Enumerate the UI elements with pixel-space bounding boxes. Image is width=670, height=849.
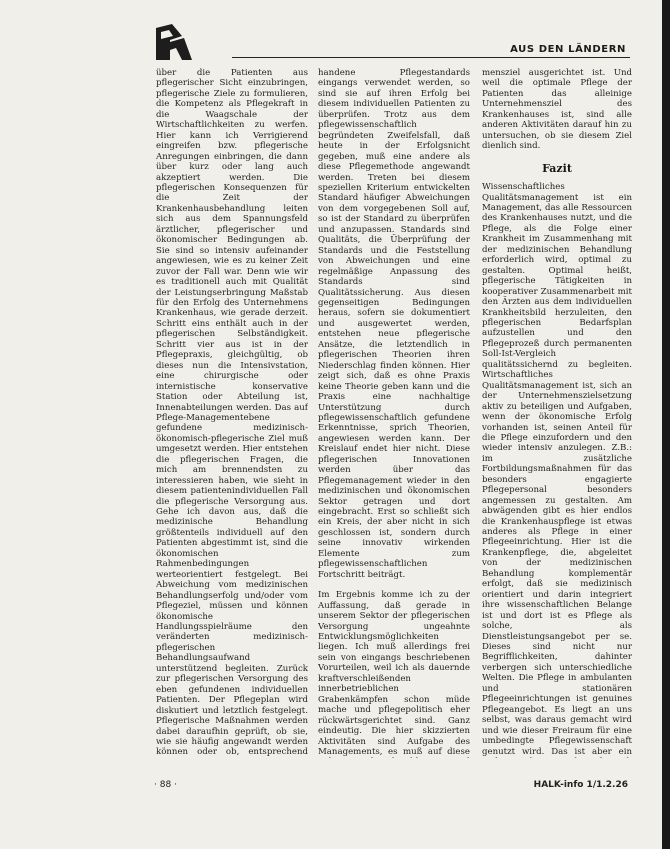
- column1-paragraph: über die Patienten aus pflegerischer Sicht einzubringen, pflegerische Ziele zu formulieren, die Kompetenz als Pflegekraft in die Waagschale der Wirtschaftlichkeiten zu werfen. Hier kann ich Verrigierend eingreifen bzw. pflegerische Anregungen einbringen, die dann über kurz oder lang auch akzeptiert werden. Die pflegerischen Konsequenzen für die Zeit der Krankenhausbehandlung leiten sich aus dem Spannungsfeld ärztlicher, pflegerischer und ökonomischer Bedingungen ab. Sie sind so intensiv aufeinander angewiesen, wie es zu keiner Zeit zuvor der Fall war. Denn wie wir es traditionell auch mit Qualität der Leistungserbringung Maßstab für den Erfolg des Unternehmens Krankenhaus, wie gerade derzeit. Schritt eins enthält auch in der pflegerischen Selbständigkeit. Schritt vier aus ist in der Pflegepraxis, gleichgültig, ob dieses nun die Intensivstation, eine chirurgische oder internistische konservative Station oder Abteilung ist, Innenabteilungen werden. Das auf Pflege-Managementebene gefundene medizinisch-ökonomisch-pflegerische Ziel muß umgesetzt werden. Hier entstehen die pflegerischen Fragen, die mich am brennendsten zu interessieren haben, wie sieht in diesem patientenindividuellen Fall die pflegerische Versorgung aus. Gehe ich davon aus, daß die medizinische Behandlung größtenteils individuell auf den Patienten abgestimmt ist, sind die ökonomischen Rahmenbedingungen werteorientiert festgelegt. Bei Abweichung vom medizinischen Behandlungserfolg und/oder vom Pflegeziel, müssen und können ökonomische Handlungsspielräume den veränderten medizinisch-pflegerischen Behandlungsaufwand unterstützend begleiten. Zurück zur pflegerischen Versorgung des eben gefundenen individuellen Patienten. Der Pflegeplan wird diskutiert und letztlich festgelegt. Pflegerische Maßnahmen werden dabei daraufhin geprüft, ob sie, wie sie häufig angewandt werden können oder ob, entsprechend: [156, 68, 308, 758]
- column2-paragraph-2: Im Ergebnis komme ich zu der Auffassung, daß gerade in unserem Sektor der pflegerischen Versorgung ungeahnte Entwicklungsmöglichkeiten liegen. Ich muß allerdings frei sein von eingangs beschriebenen Vorurteilen, weil ich als dauernde kraftverschleißenden innerbetrieblichen Grabenkämpfen schon müde mache und pflegepolitisch eher rückwärtsgerichtet sind. Ganz eindeutig. Die hier skizzierten Aktivitäten sind Aufgabe des Managements, es muß auf diese: [318, 590, 470, 757]
- header-rule: [232, 57, 630, 58]
- page-number: · 88 ·: [154, 780, 177, 790]
- scan-edge: [662, 0, 670, 849]
- column3-paragraph-2: Wissenschaftliches Qualitätsmanagement ist ein Management, das alle Ressourcen des Krankenhauses nutzt, und die Pflege, als die Folge einer Krankheit im Zusammenhang mit der medizinischen Behandlung erforderlich wird, optimal zu gestalten. Optimal heißt, pflegerische Tätigkeiten in kooperativer Zusammenarbeit mit den Ärzten aus dem individuellen Krankheitsbild herzuleiten, den pflegerischen Bedarfsplan aufzustellen und den Pflegeprozeß durch permanenten Soll-Ist-Vergleich qualitätssichernd zu begleiten. Wirtschaftliches Qualitätsmanagement ist, sich an der Unternehmenszielsetzung aktiv zu beteiligen und Aufgaben, wenn der ökonomische Erfolg vorhanden ist, seinen Anteil für die Pflege einzufordern und den wieder intensiv anzulegen. Z.B.: im zusätzliche Fortbildungsmaßnahmen für das besonders engagierte Pflegepersonal besonders angemessen zu gestalten. Am abwägenden gibt es hier endlos die Krankenhauspflege ist etwas anderes als Pflege in einer Pflegeeinrichtung. Hier ist die Krankenpflege, die, abgeleitet von der medizinischen Behandlung komplementär erfolgt, daß sie medizinisch orientiert und darin integriert ihre wissenschaftlichen Belange ist und dort ist es Pflege als solche, als Dienstleistungsangebot per se. Dieses sind nicht nur Begrifflichkeiten, dahinter verbergen sich unterschiedliche Welten. Die Pflege in ambulanten und stationären Pflegeeinrichtungen ist genuines Pflegeangebot. Es liegt an uns selbst, was daraus gemacht wird und wie dieser Freiraum für eine umbedingte Pflegewissenschaft genutzt wird. Das ist aber ein: [482, 182, 632, 757]
- column3-paragraph-1: mensziel ausgerichtet ist. Und weil die optimale Pflege der Patienten das alleinige Unternehmensziel des Krankenhauses ist, sind alle anderen Aktivitäten darauf hin zu untersuchen, ob sie diesem Ziel dienlich sind.: [482, 68, 632, 152]
- column2-paragraph-1: handene Pflegestandards eingangs verwendet werden, so sind sie auf ihren Erfolg bei diesem individuellen Patienten zu überprüfen. Trotz aus dem pflegewissenschaftlich begründeten Zweifelsfall, daß heute in der Erfolgsnicht gegeben, muß eine andere als diese Pflegemethode angewandt werden. Treten bei diesem speziellen Kriterium entwickelten Standard häufiger Abweichungen von dem vorgegebenen Soll auf, so ist der Standard zu überprüfen und anzupassen. Standards sind Qualitäts, die Überprüfung der Standards und die Feststellung von Abweichungen und eine regelmäßige Anpassung des Standards sind Qualitätssicherung. Aus diesen gegenseitigen Bedingungen heraus, sofern sie dokumentiert und ausgewertet werden, entstehen neue pflegerische Ansätze, die letztendlich in pflegerischen Theorien ihren Niederschlag finden können. Hier zeigt sich, daß es ohne Praxis keine Theorie geben kann und die Praxis eine nachhaltige Unterstützung durch pflegewissenschaftlich gefundene Erkenntnisse, sprich Theorien, angewiesen werden kann. Der Kreislauf endet hier nicht. Diese pflegerischen Innovationen werden über das Pflegemanagement wieder in den medizinischen und ökonomischen Sektor getragen und dort eingebracht. Erst so schließt sich ein Kreis, der aber nicht in sich geschlossen ist, sondern durch seine innovativ wirkenden Elemente zum pflegewissenschaftlichen Fortschritt beiträgt.: [318, 68, 470, 580]
- text-column-1: [156, 68, 308, 758]
- text-column-2: [318, 68, 470, 758]
- section-title: AUS DEN LÄNDERN: [510, 44, 626, 55]
- issue-reference: HALK-info 1/1.2.26: [533, 780, 628, 790]
- pk-logo-icon: [154, 22, 194, 62]
- fazit-heading: Fazit: [542, 161, 572, 175]
- text-column-3: [482, 68, 632, 758]
